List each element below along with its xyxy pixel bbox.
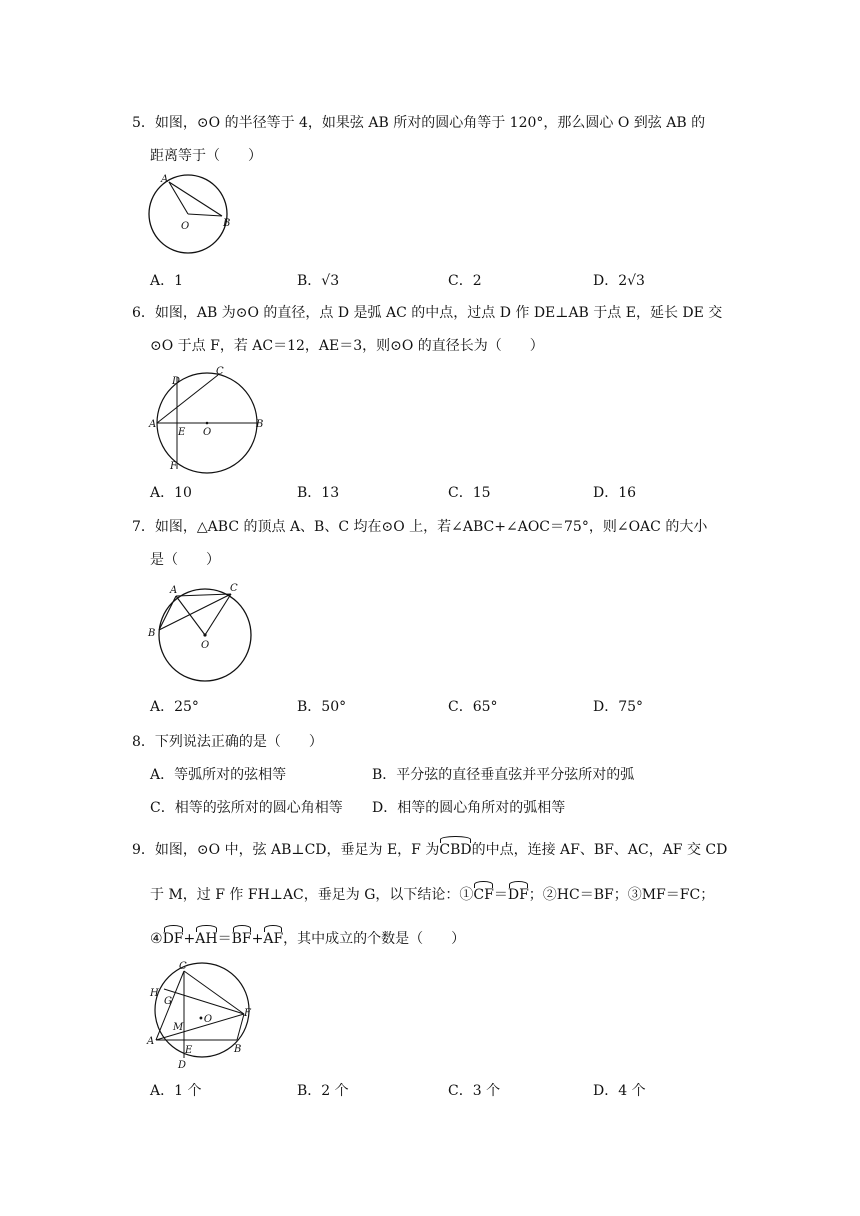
q6-option-c: C．15 [448, 485, 491, 501]
q7-label-o: O [201, 640, 210, 651]
arc-df: DF [507, 887, 529, 903]
q9-equals-1: ＝ [493, 887, 508, 903]
q7-option-d: D．75° [593, 699, 644, 715]
q9-line2-start: 于 M，过 F 作 FH⊥AC，垂足为 G，以下结论：① [150, 887, 474, 903]
q6-option-a: A．10 [150, 485, 192, 501]
q6-option-b: B．13 [297, 485, 340, 501]
q9-option-c: C．3 个 [448, 1083, 501, 1099]
arc-df-2: DF [162, 931, 184, 947]
q5-text-line2: 距离等于（ ） [150, 148, 262, 164]
q6-label-b: B [256, 419, 264, 430]
q7-figure [146, 582, 254, 684]
q7-label-c: C [230, 583, 238, 594]
q5-option-a: A．1 [150, 273, 184, 289]
q9-label-g: G [164, 996, 172, 1007]
q6-label-e: E [178, 427, 186, 438]
q6-label-c: C [216, 366, 224, 377]
q9-line1-start: 9．如图，⊙O 中，弦 AB⊥CD，垂足为 E，F 为 [132, 842, 440, 858]
q6-label-d: D [172, 376, 181, 387]
q9-text-line2 [150, 885, 714, 905]
q9-item4-marker: ④ [150, 931, 163, 947]
q6-figure [148, 365, 266, 475]
q9-line1-end: 的中点，连接 AF、BF、AC，AF 交 CD [471, 842, 728, 858]
q9-equals-2: ＝ [217, 931, 232, 947]
q9-label-a: A [147, 1036, 155, 1047]
arc-ah: AH [195, 931, 218, 947]
q9-option-b: B．2 个 [297, 1083, 349, 1099]
q5-label-a: A [161, 174, 169, 185]
q8-text: 8．下列说法正确的是（ ） [132, 734, 323, 750]
q9-label-b: B [234, 1044, 242, 1055]
q8-option-a: A．等弧所对的弦相等 [150, 767, 287, 783]
q9-label-e: E [185, 1045, 193, 1056]
q9-label-o: •O [198, 1014, 213, 1025]
q6-text-line2: ⊙O 于点 F，若 AC＝12，AE＝3，则⊙O 的直径长为（ ） [150, 338, 544, 354]
q7-text-line1: 7．如图，△ABC 的顶点 A、B、C 均在⊙O 上，若∠ABC+∠AOC＝75°，则∠OAC 的大小 [132, 519, 708, 535]
q9-label-f: F [244, 1008, 251, 1019]
q9-plus-1: + [183, 931, 196, 947]
q9-label-d: D [178, 1060, 187, 1071]
arc-af: AF [263, 931, 284, 947]
q9-label-h: H [150, 988, 159, 999]
q9-label-c: C [179, 961, 187, 972]
q9-line3-end: ，其中成立的个数是（ ） [283, 931, 466, 947]
q8-option-b: B．平分弦的直径垂直弦并平分弦所对的弧 [372, 767, 635, 783]
q8-option-d: D．相等的圆心角所对的弧相等 [372, 800, 566, 816]
q9-text-line1 [132, 840, 727, 860]
q7-option-b: B．50° [297, 699, 347, 715]
arc-bf: BF [231, 931, 252, 947]
q6-text-line1: 6．如图，AB 为⊙O 的直径，点 D 是弧 AC 的中点，过点 D 作 DE⊥AB 于点 E，延长 DE 交 [132, 305, 723, 321]
q5-label-o: O [181, 221, 190, 232]
arc-cbd: CBD [439, 842, 472, 858]
q9-figure [146, 960, 258, 1072]
q9-plus-2: + [251, 931, 264, 947]
q6-option-d: D．16 [593, 485, 637, 501]
q7-label-b: B [148, 628, 156, 639]
q5-option-d: D．2√3 [593, 273, 645, 289]
q7-text-line2: 是（ ） [150, 552, 220, 568]
q5-option-c: C．2 [448, 273, 482, 289]
q9-line2-end: ；②HC＝BF；③MF＝FC； [528, 887, 715, 903]
q9-option-d: D．4 个 [593, 1083, 646, 1099]
q5-option-b: B．√3 [297, 273, 340, 289]
q7-label-a: A [170, 585, 178, 596]
q6-label-a: A [149, 419, 157, 430]
q9-label-m: M [173, 1022, 184, 1033]
q9-option-a: A．1 个 [150, 1083, 202, 1099]
q5-label-b: B [223, 218, 231, 229]
q7-option-a: A．25° [150, 699, 199, 715]
q6-label-o: O [203, 427, 212, 438]
arc-cf: CF [473, 887, 494, 903]
q5-figure [148, 172, 238, 258]
q7-option-c: C．65° [448, 699, 498, 715]
q6-label-f: F [170, 461, 177, 472]
q9-text-line3 [150, 929, 465, 949]
q5-text-line1: 5．如图，⊙O 的半径等于 4，如果弦 AB 所对的圆心角等于 120°，那么圆心 O 到弦 AB 的 [132, 115, 706, 131]
q8-option-c: C．相等的弦所对的圆心角相等 [150, 800, 343, 816]
